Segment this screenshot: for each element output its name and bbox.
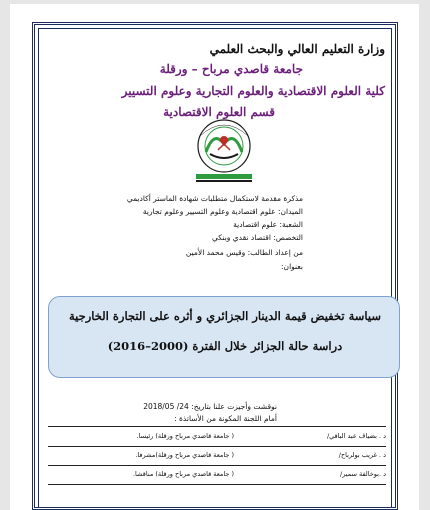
jury-member-name: د . بضياف عبد الباقي/ — [326, 432, 386, 440]
jury-member-institution: ( جامعة قاصدي مرباح ورقلة)مشرفا. — [135, 451, 234, 459]
prepared-by-line: من إعداد الطالب: وقيس محمد الأمين — [185, 248, 303, 257]
jury-row — [48, 432, 386, 445]
jury-member-institution: ( جامعة قاصدي مرباح ورقلة) مناقشا. — [132, 470, 234, 478]
department-line: قسم العلوم الاقتصادية — [163, 105, 275, 119]
jury-member-institution: ( جامعة قاصدي مرباح ورقلة) رئيسا. — [136, 432, 234, 440]
thesis-title-box — [48, 296, 400, 378]
committee-label: أمام اللجنة المكونة من الأساتذة : — [174, 414, 277, 423]
field-line: الميدان: علوم اقتصادية وعلوم التسيير وعلوم تجارية — [142, 207, 303, 216]
jury-row — [48, 470, 386, 483]
jury-divider — [48, 446, 386, 447]
thesis-title-line2: دراسة حالة الجزائر خلال الفترة (2000–2016) — [107, 339, 343, 353]
specialty-line: التخصص: اقتصاد نقدي وبنكي — [212, 233, 303, 242]
title-label: بعنوان: — [281, 262, 303, 271]
jury-divider — [48, 465, 386, 466]
branch-line: الشعبة: علوم اقتصادية — [233, 220, 303, 229]
jury-member-name: د . غريب بولرباح/ — [338, 451, 386, 459]
university-seal-icon — [192, 116, 256, 188]
defense-date-line: نوقشت وأجيزت علنا بتاريخ: 24/ 2018/05 — [143, 402, 277, 411]
thesis-title-line1: سياسة تخفيض قيمة الدينار الجزائري و أثره على التجارة الخارجية — [68, 309, 382, 323]
document-page — [10, 4, 419, 510]
ministry-line: وزارة التعليم العالي والبحث العلمي — [209, 42, 385, 56]
faculty-line: كلية العلوم الاقتصادية والعلوم التجارية وعلوم التسيير — [121, 84, 385, 98]
memo-line: مذكرة مقدمة لاستكمال متطلبات شهادة الماستر أكاديمي — [126, 194, 303, 203]
jury-row — [48, 451, 386, 464]
jury-member-name: د .بوخالفة سمير/ — [340, 470, 386, 478]
university-line: جامعة قاصدي مرباح – ورقلة — [159, 62, 303, 76]
jury-divider-top — [48, 426, 386, 427]
jury-divider-bottom — [48, 484, 386, 485]
